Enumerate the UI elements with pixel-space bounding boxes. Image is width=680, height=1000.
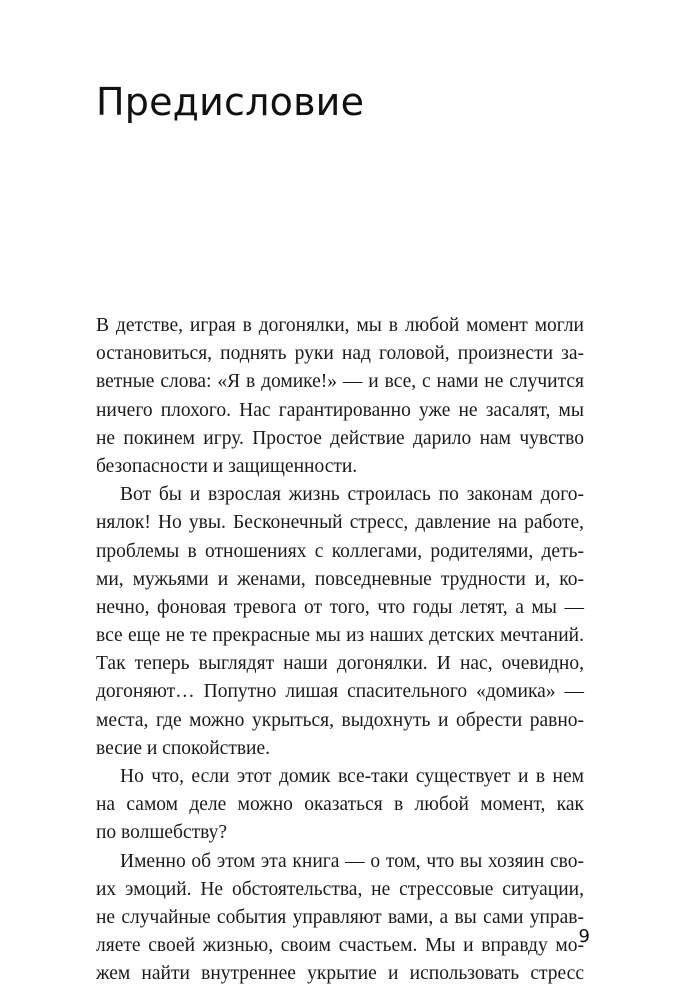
text-line: жем найти внутреннее укрытие и использовать стресс xyxy=(96,963,584,985)
text-line: их эмоций. Не обстоятельства, не стрессовые ситуации, xyxy=(96,878,584,900)
text-line: на самом деле можно оказаться в любой момент, как xyxy=(96,794,584,816)
text-line: нялок! Но увы. Бесконечный стресс, давление на работе, xyxy=(96,512,584,534)
text-line: ляете своей жизнью, своим счастьем. Мы и вправду мо- xyxy=(96,935,584,957)
text-line: весие и спокойствие. xyxy=(96,737,271,759)
text-line: Именно об этом эта книга — о том, что вы хозяин сво- xyxy=(120,850,584,872)
text-line: Вот бы и взрослая жизнь строилась по законам дого- xyxy=(120,484,584,506)
text-line: Но что, если этот домик все-таки существует и в нем xyxy=(120,766,584,787)
text-line: ми, мужьями и женами, повседневные трудности и, ко- xyxy=(96,568,584,590)
text-line: нечно, фоновая тревога от того, что годы летят, а мы — xyxy=(96,596,584,618)
text-line: все еще не те прекрасные мы из наших детских мечтаний. xyxy=(96,625,584,647)
text-line: догоняют… Попутно лишая спасительного «домика» — xyxy=(96,681,584,703)
text-line: В детстве, играя в догонялки, мы в любой момент могли xyxy=(96,315,584,336)
text-line: ветные слова: «Я в домике!» — и все, с нами не случится xyxy=(96,371,584,393)
body-text xyxy=(96,312,584,989)
text-line: остановиться, поднять руки над головой, произнести за- xyxy=(96,343,584,365)
text-line: Так теперь выглядят наши догонялки. И нас, очевидно, xyxy=(96,653,584,675)
text-line: места, где можно укрыться, выдохнуть и обрести равно- xyxy=(96,709,584,731)
chapter-title: Предисловие xyxy=(96,80,365,124)
text-line: по волшебству? xyxy=(96,822,228,844)
text-line: не случайные события управляют вами, а вы сами управ- xyxy=(96,906,584,928)
text-line: не покинем игру. Простое действие дарило нам чувство xyxy=(96,427,584,449)
text-line: проблемы в отношениях с коллегами, родителями, деть- xyxy=(96,540,584,562)
text-line: безопасности и защищенности. xyxy=(96,455,358,477)
text-line: ничего плохого. Нас гарантированно уже не засалят, мы xyxy=(96,399,584,421)
page-number: 9 xyxy=(578,926,590,947)
